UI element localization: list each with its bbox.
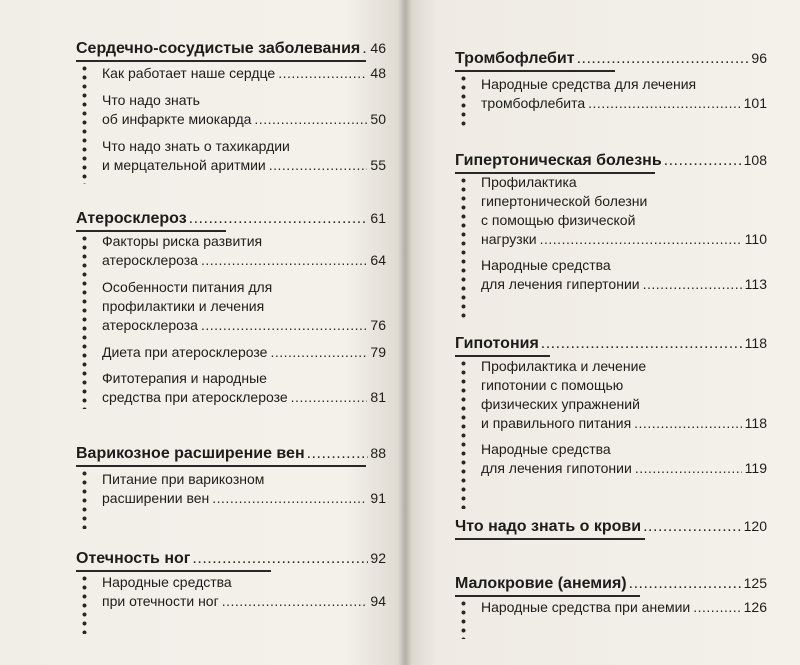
- toc-entry[interactable]: [102, 369, 386, 407]
- entry-text-line: гипертонической болезни: [481, 193, 648, 209]
- book-spine: [398, 0, 412, 665]
- section-heading[interactable]: [455, 573, 767, 594]
- section-heading[interactable]: [455, 333, 767, 354]
- toc-entry[interactable]: [102, 232, 386, 270]
- toc-entry[interactable]: [481, 440, 767, 478]
- entry-text-line: Народные средства: [481, 441, 611, 457]
- entry-last-line: [481, 414, 767, 433]
- entry-last-line: [102, 110, 386, 129]
- section-heading[interactable]: [76, 443, 386, 464]
- entry-last-line: [481, 230, 767, 249]
- entry-last-line: [481, 459, 767, 478]
- heading-underline: [76, 570, 271, 572]
- entry-text-line: об инфаркте миокарда: [102, 111, 252, 127]
- entry-last-line: [481, 275, 767, 294]
- entry-last-line: [481, 94, 767, 113]
- entry-text-line: Факторы риска развития: [102, 233, 263, 249]
- toc-entry[interactable]: [102, 573, 386, 611]
- entry-text-line: для лечения гипертонии: [481, 276, 640, 292]
- entry-text-line: Народные средства: [481, 257, 611, 273]
- page-number: 88: [370, 445, 386, 461]
- dot-leader: [362, 39, 368, 59]
- section-title: Тромбофлебит: [455, 50, 575, 67]
- section-title: Отечность ног: [76, 550, 191, 567]
- entry-last-line: [102, 251, 386, 270]
- toc-entry[interactable]: [481, 173, 767, 249]
- page-number: 50: [370, 111, 386, 127]
- toc-entry[interactable]: [102, 470, 386, 508]
- dot-leader: [192, 549, 368, 569]
- section-heading[interactable]: [455, 516, 767, 537]
- heading-underline: [76, 60, 366, 62]
- section-heading[interactable]: [455, 150, 767, 171]
- dot-leader: [278, 64, 367, 83]
- section-title: Атеросклероз: [76, 210, 187, 227]
- page-number: 120: [743, 518, 767, 534]
- dotted-bullet-line: [82, 234, 87, 409]
- section-title: Малокровие (анемия): [455, 575, 627, 592]
- page-number: 61: [370, 210, 386, 226]
- dot-leader: [254, 110, 367, 129]
- dot-leader: [643, 517, 742, 537]
- page-number: 96: [751, 50, 767, 66]
- toc-entry[interactable]: [481, 75, 767, 113]
- entry-text-line: профилактики и лечения: [102, 298, 265, 314]
- dot-leader: [629, 574, 742, 594]
- section-title: Гипертоническая болезнь: [455, 152, 662, 169]
- section-heading[interactable]: [76, 208, 386, 229]
- toc-entry[interactable]: [481, 256, 767, 294]
- section-heading[interactable]: [455, 48, 767, 69]
- entry-text-line: и правильного питания: [481, 415, 632, 431]
- entry-text-line: расширении вен: [102, 490, 210, 506]
- dotted-bullet-line: [461, 74, 466, 129]
- page-number: 118: [744, 335, 767, 351]
- entry-text-line: Профилактика: [481, 174, 577, 190]
- page-number: 64: [370, 252, 386, 268]
- section-heading[interactable]: [76, 548, 386, 569]
- dotted-bullet-line: [461, 359, 466, 509]
- entry-text-line: Профилактика и лечение: [481, 358, 647, 374]
- dot-leader: [540, 230, 742, 249]
- entry-last-line: [481, 598, 767, 617]
- dotted-bullet-line: [82, 469, 87, 529]
- dot-leader: [588, 94, 740, 113]
- toc-entry[interactable]: [102, 343, 386, 362]
- entry-text-line: гипотонии с помощью: [481, 377, 624, 393]
- section-heading[interactable]: [76, 38, 386, 59]
- entry-text-line: Питание при варикозном: [102, 471, 265, 487]
- toc-entry[interactable]: [102, 64, 386, 83]
- heading-underline: [76, 465, 366, 467]
- page-number: 119: [744, 460, 767, 476]
- page-number: 91: [370, 490, 386, 506]
- entry-text-line: Что надо знать о тахикардии: [102, 138, 290, 154]
- dot-leader: [212, 489, 367, 508]
- page-number: 108: [743, 152, 767, 168]
- entry-text-line: Народные средства при анемии: [481, 599, 691, 615]
- entry-text-line: тромбофлебита: [481, 95, 586, 111]
- entry-text-line: физических упражнений: [481, 396, 640, 412]
- dot-leader: [222, 592, 368, 611]
- toc-entry[interactable]: [481, 598, 767, 617]
- dot-leader: [635, 459, 742, 478]
- entry-text-line: атеросклероза: [102, 252, 198, 268]
- dot-leader: [664, 151, 742, 171]
- page-number: 101: [743, 95, 767, 111]
- entry-last-line: [102, 489, 386, 508]
- dot-leader: [201, 251, 367, 270]
- dotted-bullet-line: [82, 64, 87, 184]
- entry-text-line: при отечности ног: [102, 593, 219, 609]
- entry-text-line: Народные средства: [102, 574, 232, 590]
- entry-last-line: [102, 592, 386, 611]
- heading-underline: [455, 595, 640, 597]
- dotted-bullet-line: [461, 176, 466, 321]
- section-title: Что надо знать о крови: [455, 518, 642, 535]
- dot-leader: [291, 388, 368, 407]
- page-number: 118: [744, 415, 767, 431]
- entry-text-line: Народные средства для лечения: [481, 76, 697, 92]
- entry-last-line: [102, 316, 386, 335]
- entry-text-line: атеросклероза: [102, 317, 198, 333]
- dot-leader: [307, 444, 369, 464]
- page-number: 125: [743, 575, 767, 591]
- entry-text-line: с помощью физической: [481, 212, 636, 228]
- entry-text-line: нагрузки: [481, 231, 537, 247]
- page-number: 76: [370, 317, 386, 333]
- page-number: 55: [370, 157, 386, 173]
- entry-text-line: средства при атеросклерозе: [102, 389, 288, 405]
- page-number: 126: [743, 599, 767, 615]
- toc-entry[interactable]: [102, 91, 386, 129]
- dot-leader: [541, 334, 743, 354]
- page-number: 46: [370, 40, 386, 56]
- heading-underline: [455, 538, 645, 540]
- entry-text-line: для лечения гипотонии: [481, 460, 632, 476]
- entry-last-line: [102, 156, 386, 175]
- page-number: 79: [370, 344, 386, 360]
- dotted-bullet-line: [461, 599, 466, 639]
- page-number: 94: [370, 593, 386, 609]
- entry-text-line: Как работает наше сердце: [102, 65, 276, 81]
- entry-last-line: [102, 343, 386, 362]
- dot-leader: [693, 598, 740, 617]
- page-number: 113: [744, 276, 767, 292]
- page-number: 110: [744, 231, 767, 247]
- entry-text-line: Диета при атеросклерозе: [102, 344, 268, 360]
- page-number: 81: [370, 389, 386, 405]
- dot-leader: [270, 343, 367, 362]
- entry-text-line: Особенности питания для: [102, 279, 273, 295]
- dotted-bullet-line: [82, 574, 87, 634]
- heading-underline: [455, 70, 615, 72]
- entry-text-line: Фитотерапия и народные: [102, 370, 267, 386]
- toc-entry[interactable]: [102, 137, 386, 175]
- dot-leader: [577, 49, 750, 69]
- dot-leader: [269, 156, 368, 175]
- entry-text-line: Что надо знать: [102, 92, 200, 108]
- toc-entry[interactable]: [102, 278, 386, 335]
- dot-leader: [201, 316, 367, 335]
- section-title: Варикозное расширение вен: [76, 445, 305, 462]
- toc-entry[interactable]: [481, 357, 767, 433]
- entry-text-line: и мерцательной аритмии: [102, 157, 266, 173]
- dot-leader: [643, 275, 742, 294]
- entry-last-line: [102, 388, 386, 407]
- page-number: 92: [370, 550, 386, 566]
- dot-leader: [634, 414, 742, 433]
- dot-leader: [189, 209, 369, 229]
- section-title: Гипотония: [455, 335, 539, 352]
- entry-last-line: [102, 64, 386, 83]
- page-number: 48: [370, 65, 386, 81]
- section-title: Сердечно-сосудистые заболевания: [76, 40, 361, 57]
